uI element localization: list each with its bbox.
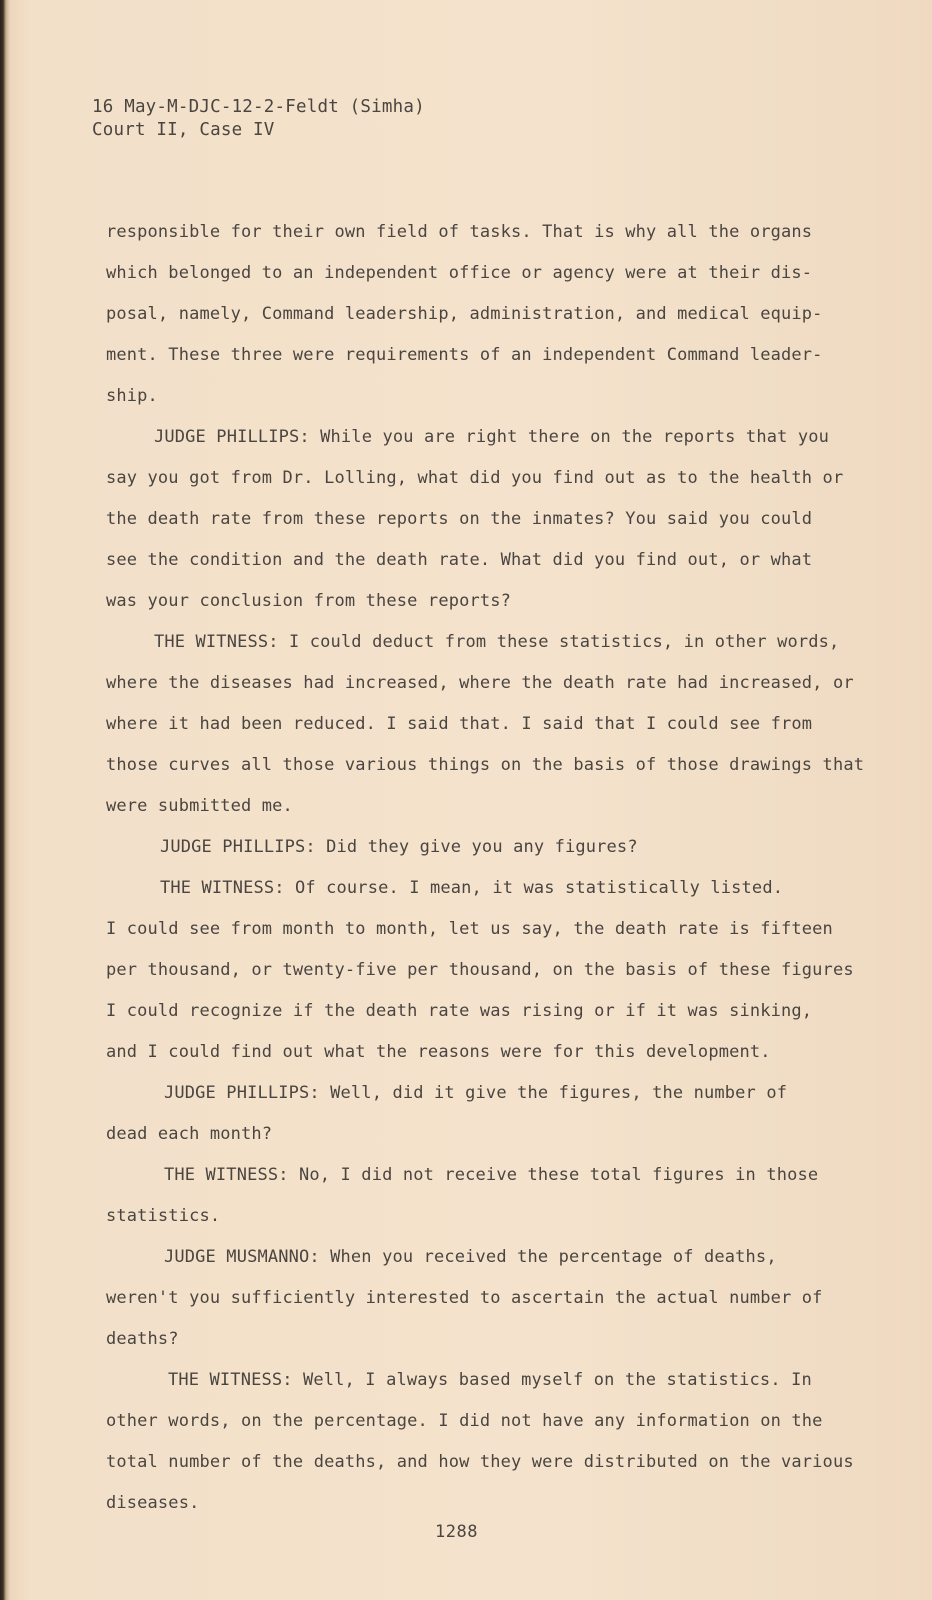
transcript-line: responsible for their own field of tasks. That is why all the organs [106,222,813,242]
transcript-line: total number of the deaths, and how they were distributed on the various [106,1452,854,1472]
transcript-line: posal, namely, Command leadership, administration, and medical equip- [106,304,823,324]
transcript-line: dead each month? [106,1124,273,1144]
transcript-line: diseases. [106,1493,200,1513]
transcript-line: those curves all those various things on the basis of those drawings that [106,755,865,775]
transcript-speaker-line: JUDGE MUSMANNO: When you received the percentage of deaths, [164,1247,777,1267]
document-header [92,96,425,142]
transcript-line: the death rate from these reports on the inmates? You said you could [106,509,813,529]
transcript-line: and I could find out what the reasons were for this development. [106,1042,771,1062]
transcript-speaker-line: JUDGE PHILLIPS: Well, did it give the figures, the number of [164,1083,788,1103]
transcript-line: weren't you sufficiently interested to ascertain the actual number of [106,1288,823,1308]
transcript-speaker-line: JUDGE PHILLIPS: Did they give you any figures? [160,837,638,857]
transcript-line: say you got from Dr. Lolling, what did you find out as to the health or [106,468,844,488]
transcript-line: I could recognize if the death rate was rising or if it was sinking, [106,1001,813,1021]
transcript-line: ship. [106,386,158,406]
transcript-line: was your conclusion from these reports? [106,591,512,611]
transcript-speaker-line: THE WITNESS: I could deduct from these statistics, in other words, [154,632,840,652]
transcript-speaker-line: JUDGE PHILLIPS: While you are right there on the reports that you [154,427,830,447]
page-edge-shadow [0,0,10,1600]
transcript-line: statistics. [106,1206,221,1226]
transcript-speaker-line: THE WITNESS: No, I did not receive these total figures in those [164,1165,819,1185]
transcript-line: I could see from month to month, let us say, the death rate is fifteen [106,919,833,939]
transcript-line: where it had been reduced. I said that. I said that I could see from [106,714,813,734]
transcript-line: ment. These three were requirements of an independent Command leader- [106,345,823,365]
transcript-body [106,212,865,1524]
header-court-case-line: Court II, Case IV [92,120,275,140]
transcript-line: which belonged to an independent office or agency were at their dis- [106,263,813,283]
transcript-line: per thousand, or twenty-five per thousand, on the basis of these figures [106,960,854,980]
transcript-line: other words, on the percentage. I did not have any information on the [106,1411,823,1431]
page-number: 1288 [435,1522,478,1542]
transcript-line: see the condition and the death rate. What did you find out, or what [106,550,813,570]
transcript-speaker-line: THE WITNESS: Well, I always based myself on the statistics. In [168,1370,812,1390]
transcript-line: were submitted me. [106,796,293,816]
transcript-line: deaths? [106,1329,179,1349]
transcript-line: where the diseases had increased, where the death rate had increased, or [106,673,854,693]
header-reference-line: 16 May-M-DJC-12-2-Feldt (Simha) [92,97,425,117]
transcript-speaker-line: THE WITNESS: Of course. I mean, it was statistically listed. [160,878,784,898]
